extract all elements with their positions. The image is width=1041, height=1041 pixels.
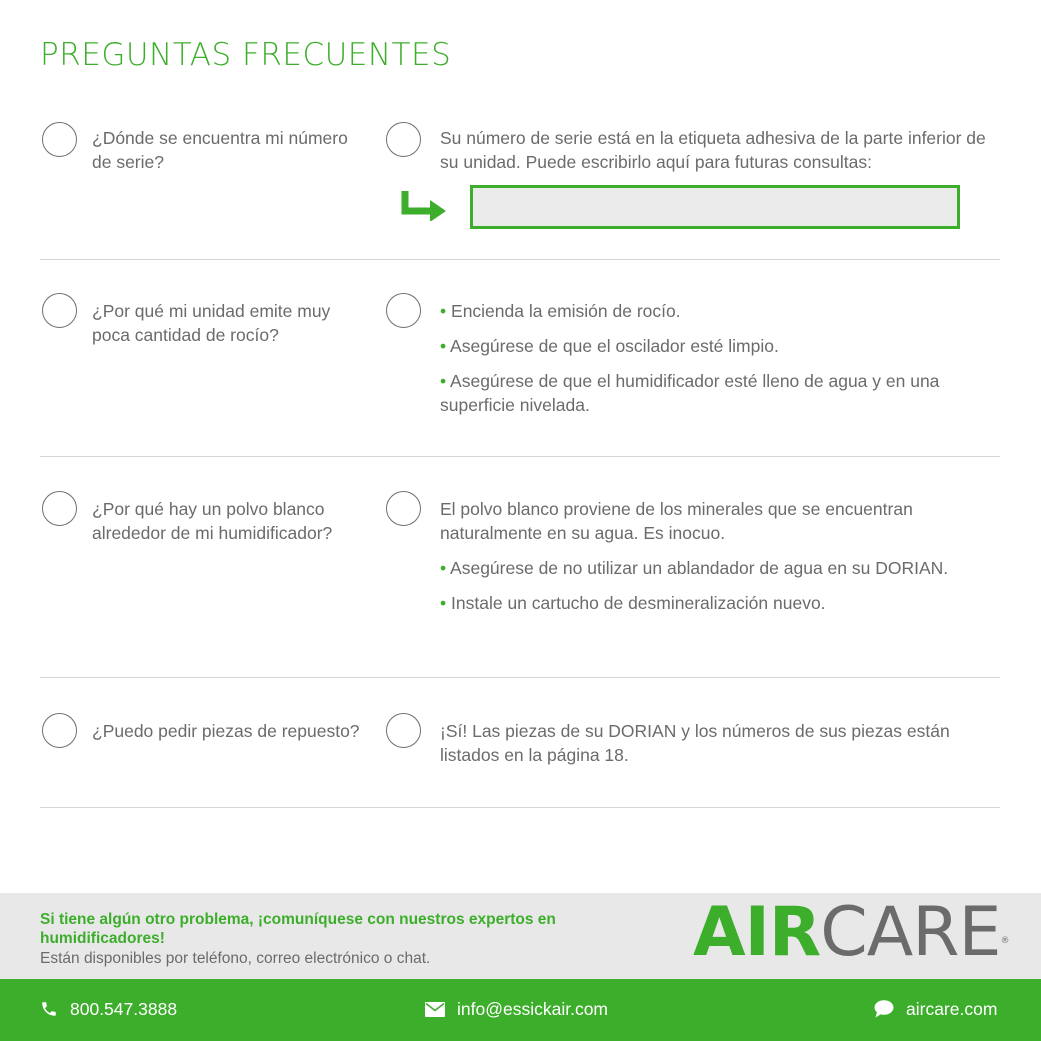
bullet-icon: • bbox=[440, 593, 447, 613]
answer-circle-icon bbox=[386, 491, 421, 526]
serial-number-input[interactable] bbox=[470, 185, 960, 229]
bullet-icon: • bbox=[440, 301, 447, 321]
answer-paragraph bbox=[440, 299, 1005, 323]
question-circle-icon bbox=[42, 122, 77, 157]
answer-paragraph bbox=[440, 126, 1005, 174]
faq-question: ¿Dónde se encuentra mi número de serie? bbox=[92, 128, 348, 172]
faq-question: ¿Por qué mi unidad emite muy poca cantidad de rocío? bbox=[92, 301, 331, 345]
answer-paragraph bbox=[440, 369, 1005, 417]
bullet-icon: • bbox=[440, 558, 447, 578]
aircare-logo: AIRCARE® bbox=[693, 893, 1010, 972]
divider bbox=[40, 677, 1000, 678]
faq-question: ¿Puedo pedir piezas de repuesto? bbox=[92, 721, 360, 741]
faq-question: ¿Por qué hay un polvo blanco alrededor de mi humidificador? bbox=[92, 499, 333, 543]
divider bbox=[40, 259, 1000, 260]
footer-web-link[interactable] bbox=[874, 996, 997, 1022]
answer-paragraph bbox=[440, 591, 1005, 615]
answer-text: ¡Sí! Las piezas de su DORIAN y los números de sus piezas están listados en la página 18. bbox=[440, 721, 950, 765]
answer-circle-icon bbox=[386, 122, 421, 157]
divider bbox=[40, 456, 1000, 457]
question-circle-icon bbox=[42, 293, 77, 328]
contact-headline: Si tiene algún otro problema, ¡comuníquese con nuestros expertos en humidificadores! bbox=[40, 911, 556, 947]
answer-circle-icon bbox=[386, 713, 421, 748]
question-circle-icon bbox=[42, 491, 77, 526]
answer-paragraph bbox=[440, 334, 1005, 358]
answer-text: Asegúrese de que el humidificador esté lleno de agua y en una superficie nivelada. bbox=[440, 371, 940, 415]
faq-answer bbox=[440, 126, 1005, 185]
faq-answer bbox=[440, 497, 1005, 626]
answer-paragraph bbox=[440, 556, 1005, 580]
answer-text: Instale un cartucho de desmineralización nuevo. bbox=[451, 593, 826, 613]
answer-text: Encienda la emisión de rocío. bbox=[451, 301, 681, 321]
divider bbox=[40, 807, 1000, 808]
footer-email-text: info@essickair.com bbox=[457, 998, 609, 1019]
footer-phone-link[interactable] bbox=[40, 996, 177, 1022]
answer-paragraph bbox=[440, 497, 1005, 545]
bullet-icon: • bbox=[440, 371, 447, 391]
bullet-icon: • bbox=[440, 336, 447, 356]
faq-answer bbox=[440, 299, 1005, 428]
answer-circle-icon bbox=[386, 293, 421, 328]
envelope-icon bbox=[425, 1002, 445, 1017]
footer-phone-text: 800.547.3888 bbox=[70, 998, 178, 1019]
phone-icon bbox=[40, 1000, 58, 1018]
contact-subtext: Están disponibles por teléfono, correo electrónico o chat. bbox=[40, 950, 431, 967]
footer-web-text: aircare.com bbox=[906, 998, 998, 1019]
answer-text: Asegúrese de no utilizar un ablandador de agua en su DORIAN. bbox=[450, 558, 949, 578]
page-title: PREGUNTAS FRECUENTES bbox=[40, 37, 452, 73]
question-circle-icon bbox=[42, 713, 77, 748]
chat-bubble-icon bbox=[874, 1000, 894, 1018]
answer-text: Asegúrese de que el oscilador esté limpio. bbox=[450, 336, 779, 356]
arrow-down-right-icon bbox=[400, 191, 448, 221]
answer-text: El polvo blanco proviene de los minerales que se encuentran naturalmente en su agua. Es inocuo. bbox=[440, 499, 913, 543]
footer-email-link[interactable] bbox=[425, 996, 608, 1022]
answer-paragraph bbox=[440, 719, 1005, 767]
faq-answer bbox=[440, 719, 1005, 778]
footer-bar bbox=[0, 979, 1041, 1041]
answer-text: Su número de serie está en la etiqueta adhesiva de la parte inferior de su unidad. Puede escribirlo aquí para futuras consultas: bbox=[440, 128, 986, 172]
serial-number-row bbox=[400, 185, 1000, 229]
